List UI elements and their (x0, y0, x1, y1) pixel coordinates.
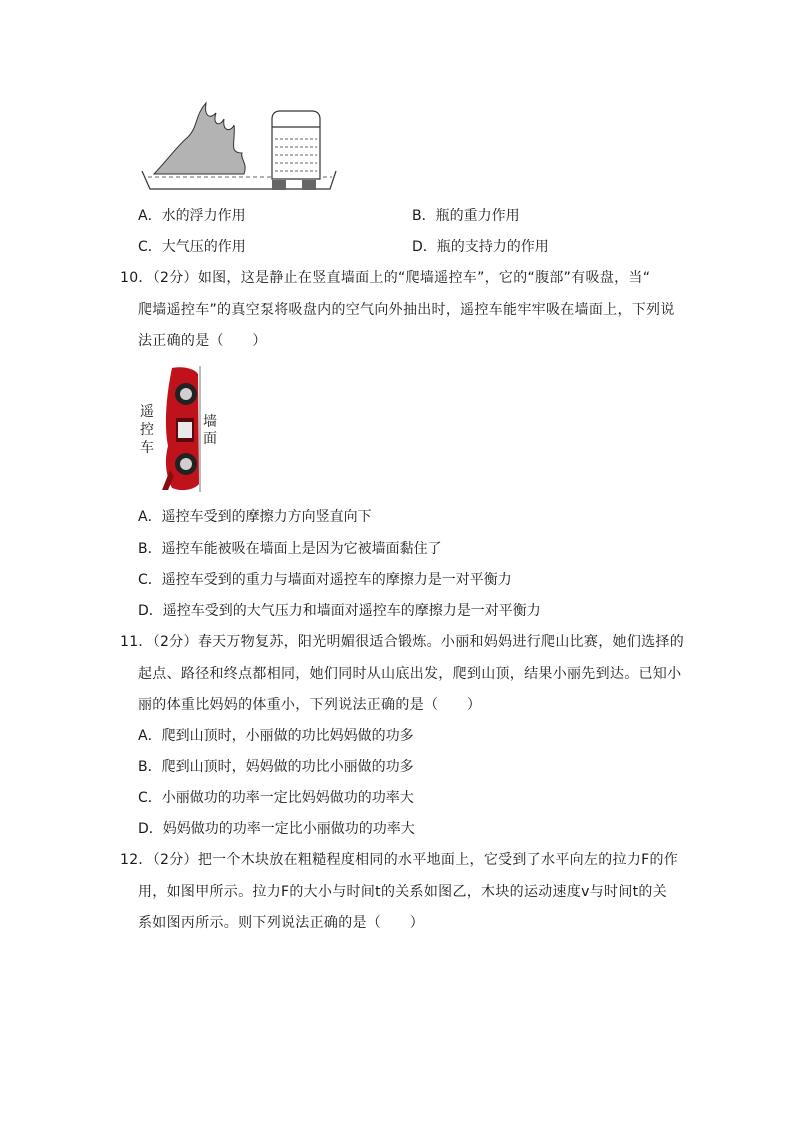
q11-option-a: A．爬到山顶时，小丽做的功比妈妈做的功多 (138, 728, 414, 744)
q11-stem-line-1: 11．（2分）春天万物复苏，阳光明媚很适合锻炼。小丽和妈妈进行爬山比赛，她们选择的 (120, 634, 685, 650)
q10-label-wall-2: 面 (203, 431, 217, 447)
bottle-support-left (272, 180, 286, 190)
q12-stem-line-2: 用，如图甲所示。拉力F的大小与时间t的关系如图乙，木块的运动速度v与时间t的关 (138, 884, 668, 900)
q10-stem-line-1: 10．（2分）如图，这是静止在竖直墙面上的“爬墙遥控车”，它的“腹部”有吸盘，当“ (120, 270, 651, 286)
q9-option-d: D．瓶的支持力的作用 (412, 239, 549, 255)
q12-stem-line-1: 12．（2分）把一个木块放在粗糙程度相同的水平地面上，它受到了水平向左的拉力F的作 (120, 852, 679, 868)
q10-label-car-2: 控 (140, 422, 154, 438)
q9-option-b: B．瓶的重力作用 (412, 208, 520, 224)
q10-label-car-3: 车 (140, 440, 154, 456)
q11-stem-line-2: 起点、路径和终点都相同，她们同时从山底出发，爬到山顶，结果小丽先到达。已知小 (138, 666, 682, 682)
q10-label-car-1: 遥 (140, 404, 154, 420)
q9-option-a: A．水的浮力作用 (138, 208, 246, 224)
q12-stem-line-3: 系如图丙所示。则下列说法正确的是（ ） (138, 915, 424, 931)
bottle (272, 111, 320, 179)
q9-figure (140, 97, 340, 197)
q11-option-d: D．妈妈做功的功率一定比小丽做功的功率大 (138, 821, 415, 837)
q11-option-c: C．小丽做功的功率一定比妈妈做功的功率大 (138, 790, 414, 806)
q10-option-b: B．遥控车能被吸在墙面上是因为它被墙面黏住了 (138, 541, 442, 557)
q10-label-wall-1: 墙 (203, 414, 217, 430)
q11-option-b: B．爬到山顶时，妈妈做的功比小丽做的功多 (138, 759, 414, 775)
q10-stem-line-2: 爬墙遥控车”的真空泵将吸盘内的空气向外抽出时，遥控车能牢牢吸在墙面上，下列说 (138, 302, 675, 318)
q10-option-a: A．遥控车受到的摩擦力方向竖直向下 (138, 509, 372, 525)
q9-option-c: C．大气压的作用 (138, 239, 246, 255)
gray-water-shape (154, 103, 245, 174)
q10-option-d: D．遥控车受到的大气压力和墙面对遥控车的摩擦力是一对平衡力 (138, 603, 541, 619)
q11-stem-line-3: 丽的体重比妈妈的体重小，下列说法正确的是（ ） (138, 697, 482, 713)
q10-stem-line-3: 法正确的是（ ） (138, 333, 267, 349)
q10-option-c: C．遥控车受到的重力与墙面对遥控车的摩擦力是一对平衡力 (138, 572, 512, 588)
bottle-support-right (302, 180, 316, 190)
